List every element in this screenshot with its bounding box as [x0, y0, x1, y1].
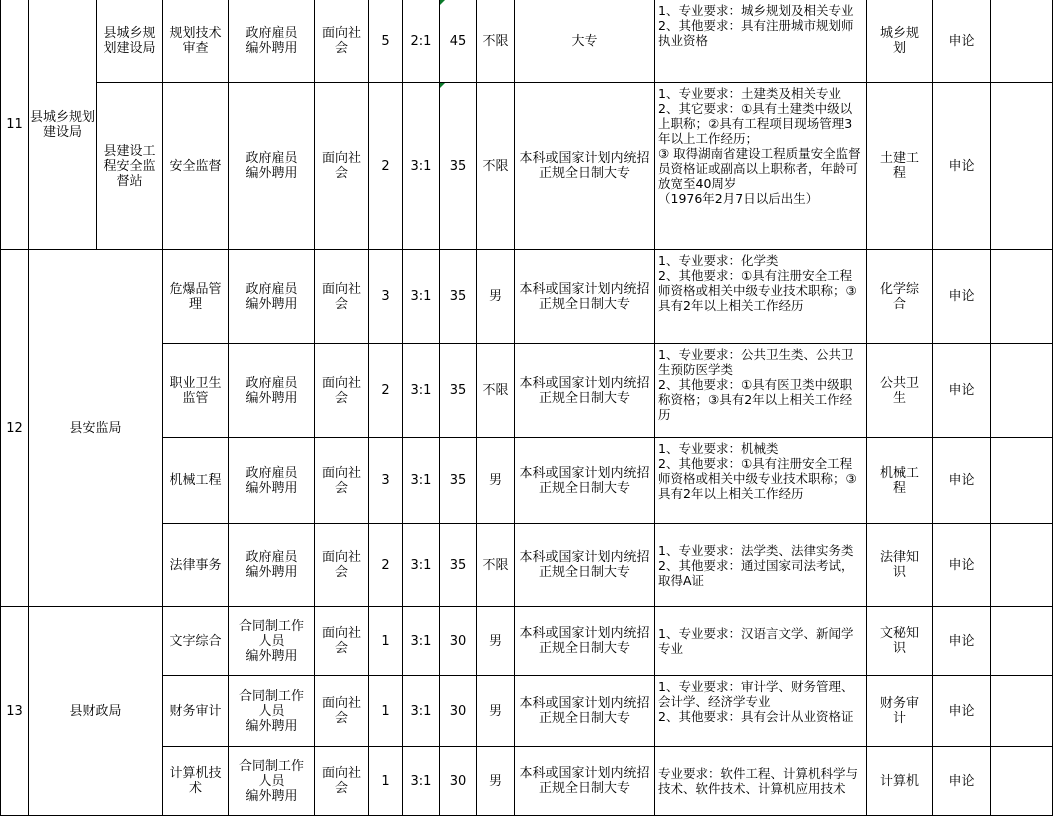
scope-cell: 面向社 会 [315, 607, 369, 676]
quota-cell: 1 [369, 747, 403, 816]
scope-cell: 面向社 会 [315, 83, 369, 250]
subject-cell: 文秘知 识 [867, 607, 933, 676]
quota-cell: 5 [369, 0, 403, 83]
age-cell: 35 [440, 344, 477, 438]
group-number: 13 [0, 607, 29, 816]
age-cell: 45 [440, 0, 477, 83]
hiring-form-cell: 政府雇员 编外聘用 [229, 83, 315, 250]
education-cell: 大专 [515, 0, 655, 83]
subject-cell: 土建工 程 [867, 83, 933, 250]
subject-cell: 机械工 程 [867, 438, 933, 524]
quota-cell: 2 [369, 524, 403, 607]
corner-mark [440, 83, 445, 88]
position-cell: 财务审计 [163, 676, 229, 747]
quota-cell: 2 [369, 83, 403, 250]
hiring-form-cell: 合同制工作 人员 编外聘用 [229, 607, 315, 676]
scope-cell: 面向社 会 [315, 438, 369, 524]
requirements-cell: 1、专业要求：机械类 2、其他要求：①具有注册安全工程师资格或相关中级专业技术职称；③具有2年以上相关工作经历 [655, 438, 867, 524]
ratio-cell: 2:1 [403, 0, 440, 83]
requirements-cell: 1、专业要求：审计学、财务管理、会计学、经济学专业 2、其他要求：具有会计从业资格证 [655, 676, 867, 747]
education-cell: 本科或国家计划内统招正规全日制大专 [515, 524, 655, 607]
exam-cell: 申论 [933, 676, 991, 747]
subject-cell: 城乡规 划 [867, 0, 933, 83]
corner-mark [440, 0, 445, 5]
ratio-cell: 3:1 [403, 607, 440, 676]
remark-cell [991, 83, 1053, 250]
ratio-cell: 3:1 [403, 438, 440, 524]
exam-cell: 申论 [933, 524, 991, 607]
hiring-form-cell: 政府雇员 编外聘用 [229, 344, 315, 438]
gender-cell: 不限 [477, 83, 515, 250]
remark-cell [991, 250, 1053, 344]
remark-cell [991, 438, 1053, 524]
position-cell: 安全监督 [163, 83, 229, 250]
gender-cell: 不限 [477, 524, 515, 607]
requirements-cell: 1、专业要求：化学类 2、其他要求：①具有注册安全工程师资格或相关中级专业技术职称；③具有2年以上相关工作经历 [655, 250, 867, 344]
education-cell: 本科或国家计划内统招正规全日制大专 [515, 83, 655, 250]
gender-cell: 男 [477, 250, 515, 344]
group-number: 12 [0, 250, 29, 607]
exam-cell: 申论 [933, 344, 991, 438]
hiring-form-cell: 政府雇员 编外聘用 [229, 250, 315, 344]
age-cell: 30 [440, 676, 477, 747]
position-cell: 计算机技术 [163, 747, 229, 816]
subject-cell: 化学综 合 [867, 250, 933, 344]
quota-cell: 1 [369, 607, 403, 676]
age-cell: 35 [440, 438, 477, 524]
subject-cell: 法律知 识 [867, 524, 933, 607]
hiring-form-cell: 合同制工作 人员 编外聘用 [229, 747, 315, 816]
hiring-form-cell: 合同制工作 人员 编外聘用 [229, 676, 315, 747]
gender-cell: 男 [477, 438, 515, 524]
ratio-cell: 3:1 [403, 344, 440, 438]
quota-cell: 2 [369, 344, 403, 438]
age-cell: 35 [440, 524, 477, 607]
remark-cell [991, 524, 1053, 607]
gender-cell: 不限 [477, 0, 515, 83]
position-cell: 机械工程 [163, 438, 229, 524]
gender-cell: 男 [477, 747, 515, 816]
ratio-cell: 3:1 [403, 250, 440, 344]
age-cell: 35 [440, 250, 477, 344]
age-cell: 30 [440, 607, 477, 676]
position-cell: 危爆品管理 [163, 250, 229, 344]
hiring-form-cell: 政府雇员 编外聘用 [229, 438, 315, 524]
requirements-cell: 1、专业要求：城乡规划及相关专业 2、其他要求：具有注册城市规划师执业资格 [655, 0, 867, 83]
remark-cell [991, 607, 1053, 676]
ratio-cell: 3:1 [403, 747, 440, 816]
exam-cell: 申论 [933, 83, 991, 250]
scope-cell: 面向社 会 [315, 524, 369, 607]
age-cell: 30 [440, 747, 477, 816]
gender-cell: 不限 [477, 344, 515, 438]
requirements-cell: 1、专业要求：公共卫生类、公共卫生预防医学类 2、其他要求：①具有医卫类中级职称资格；③具有2年以上相关工作经历 [655, 344, 867, 438]
gender-cell: 男 [477, 607, 515, 676]
quota-cell: 3 [369, 438, 403, 524]
group-department: 县安监局 [29, 250, 163, 607]
requirements-cell: 1、专业要求：法学类、法律实务类 2、其他要求：通过国家司法考试，取得A证 [655, 524, 867, 607]
remark-cell [991, 676, 1053, 747]
group-department: 县城乡规划建设局 [29, 0, 97, 250]
scope-cell: 面向社 会 [315, 676, 369, 747]
exam-cell: 申论 [933, 607, 991, 676]
requirements-cell: 1、专业要求：汉语言文学、新闻学专业 [655, 607, 867, 676]
education-cell: 本科或国家计划内统招正规全日制大专 [515, 250, 655, 344]
position-cell: 文字综合 [163, 607, 229, 676]
remark-cell [991, 0, 1053, 83]
education-cell: 本科或国家计划内统招正规全日制大专 [515, 607, 655, 676]
quota-cell: 1 [369, 676, 403, 747]
remark-cell [991, 747, 1053, 816]
education-cell: 本科或国家计划内统招正规全日制大专 [515, 676, 655, 747]
exam-cell: 申论 [933, 0, 991, 83]
subject-cell: 计算机 [867, 747, 933, 816]
position-cell: 规划技术审查 [163, 0, 229, 83]
exam-cell: 申论 [933, 250, 991, 344]
requirements-cell: 1、专业要求：土建类及相关专业 2、其它要求：①具有土建类中级以上职称；②具有工程项目现场管理3年以上工作经历； ③ 取得湖南省建设工程质量安全监督员资格证或副高以上职称者，年龄可放宽至40周岁 （1976年2月7日以后出生） [655, 83, 867, 250]
ratio-cell: 3:1 [403, 524, 440, 607]
requirements-cell: 专业要求：软件工程、计算机科学与技术、软件技术、计算机应用技术 [655, 747, 867, 816]
group-number: 11 [0, 0, 29, 250]
group-department: 县财政局 [29, 607, 163, 816]
unit-cell: 县建设工程安全监督站 [97, 83, 163, 250]
gender-cell: 男 [477, 676, 515, 747]
exam-cell: 申论 [933, 438, 991, 524]
scope-cell: 面向社 会 [315, 250, 369, 344]
subject-cell: 财务审 计 [867, 676, 933, 747]
quota-cell: 3 [369, 250, 403, 344]
education-cell: 本科或国家计划内统招正规全日制大专 [515, 747, 655, 816]
remark-cell [991, 344, 1053, 438]
education-cell: 本科或国家计划内统招正规全日制大专 [515, 344, 655, 438]
scope-cell: 面向社 会 [315, 0, 369, 83]
scope-cell: 面向社 会 [315, 344, 369, 438]
age-cell: 35 [440, 83, 477, 250]
position-cell: 职业卫生监管 [163, 344, 229, 438]
ratio-cell: 3:1 [403, 83, 440, 250]
unit-cell: 县城乡规划建设局 [97, 0, 163, 83]
ratio-cell: 3:1 [403, 676, 440, 747]
hiring-form-cell: 政府雇员 编外聘用 [229, 524, 315, 607]
hiring-form-cell: 政府雇员 编外聘用 [229, 0, 315, 83]
exam-cell: 申论 [933, 747, 991, 816]
subject-cell: 公共卫 生 [867, 344, 933, 438]
scope-cell: 面向社 会 [315, 747, 369, 816]
education-cell: 本科或国家计划内统招正规全日制大专 [515, 438, 655, 524]
position-cell: 法律事务 [163, 524, 229, 607]
